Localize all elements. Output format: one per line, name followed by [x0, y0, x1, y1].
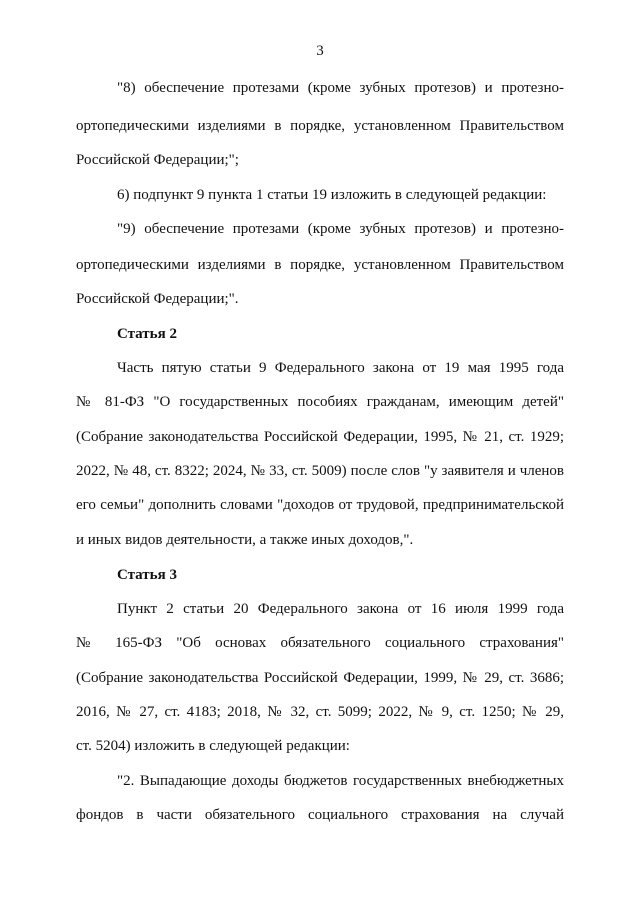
- text-line: 2016, № 27, ст. 4183; 2018, № 32, ст. 5099; 2022, № 9, ст. 1250; № 29,: [76, 704, 564, 720]
- text-line: 6) подпункт 9 пункта 1 статьи 19 изложить в следующей редакции:: [117, 187, 547, 203]
- text-line: Российской Федерации;".: [76, 291, 239, 307]
- text-line: 2022, № 48, ст. 8322; 2024, № 33, ст. 5009) после слов "у заявителя и членов: [76, 463, 564, 479]
- page-number: 3: [316, 43, 324, 59]
- text-line: (Собрание законодательства Российской Федерации, 1999, № 29, ст. 3686;: [76, 670, 564, 686]
- text-line: ортопедическими изделиями в порядке, установленном Правительством: [76, 118, 564, 134]
- text-line: № 81-ФЗ "О государственных пособиях гражданам, имеющим детей": [76, 394, 564, 410]
- text-line: Пункт 2 статьи 20 Федерального закона от 16 июля 1999 года: [117, 601, 564, 617]
- text-line: ст. 5204) изложить в следующей редакции:: [76, 738, 350, 754]
- article-heading: Статья 2: [117, 326, 177, 342]
- text-line: № 165-ФЗ "Об основах обязательного социального страхования": [76, 635, 564, 651]
- text-line: (Собрание законодательства Российской Федерации, 1995, № 21, ст. 1929;: [76, 429, 564, 445]
- text-line: фондов в части обязательного социального страхования на случай: [76, 807, 564, 823]
- text-line: его семьи" дополнить словами "доходов от трудовой, предпринимательской: [76, 497, 564, 513]
- text-line: Российской Федерации;";: [76, 152, 239, 168]
- text-line: и иных видов деятельности, а также иных доходов,".: [76, 532, 414, 548]
- text-line: "2. Выпадающие доходы бюджетов государственных внебюджетных: [117, 773, 564, 789]
- text-line: "9) обеспечение протезами (кроме зубных протезов) и протезно-: [117, 221, 564, 237]
- text-line: "8) обеспечение протезами (кроме зубных протезов) и протезно-: [117, 80, 564, 96]
- article-heading: Статья 3: [117, 567, 177, 583]
- text-line: ортопедическими изделиями в порядке, установленном Правительством: [76, 257, 564, 273]
- text-line: Часть пятую статьи 9 Федерального закона от 19 мая 1995 года: [117, 360, 564, 376]
